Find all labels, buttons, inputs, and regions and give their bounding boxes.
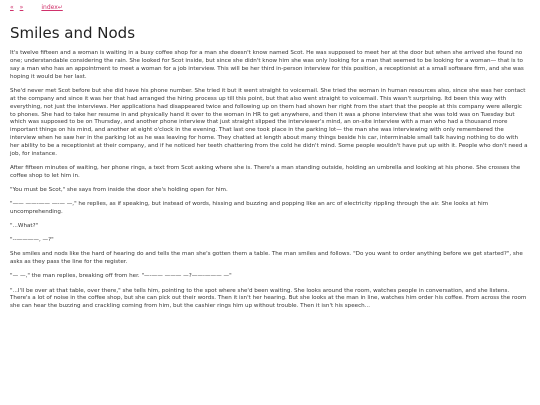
story-paragraph: "—— ——-—— —-— —," he replies, as if speaking, but instead of words, hissing and buzzing and popping like an arc of electricity rippling through the air. She looks at him uncomprehending. bbox=[10, 201, 489, 216]
story-paragraph: "— —," the man replies, breaking off from her. "—-—— ——— —?——-——— —" bbox=[10, 273, 232, 280]
prev-link[interactable]: « bbox=[10, 4, 14, 11]
story-paragraph: "--————, —?" bbox=[10, 237, 54, 244]
story-paragraph: It's twelve fifteen and a woman is waiting in a busy coffee shop for a man she doesn't know named Scot. He was supposed to meet her at the door but when she arrived she found no one; understandable considering the rain. She looked for Scot inside, but since she didn't know him she was only looking for a man that seemed to be looking for a woman— that is to say a man who has an appointment to meet a woman for a job interview. This will be her third in-person interview for this position, a receptionist at a small software firm, and she was hoping it would be her last. bbox=[10, 50, 524, 80]
index-link[interactable]: index↵ bbox=[41, 4, 63, 11]
top-navigation bbox=[10, 4, 63, 11]
story-paragraph: "...I'll be over at that table, over there," she tells him, pointing to the spot where she'd been waiting. She looks around the room, watches people in conversation, and she listens. There's a lot of noise in the coffee shop, but she can pick out their words. Then it isn't her hearing. But she looks at the man in line, watches him order his coffee. From across the room she can hear the buzzing and crackling coming from him, but the cashier rings him up without trouble. Then it isn't his speech... bbox=[10, 287, 527, 310]
story-paragraph: She smiles and nods like the hard of hearing do and tells the man she's gotten them a table. The man smiles and follows. "Do you want to order anything before we get started?", she asks as they pass the line for the register. bbox=[10, 251, 523, 266]
next-link[interactable]: » bbox=[19, 4, 24, 11]
story-paragraph: "...What?" bbox=[10, 223, 39, 230]
page-title: Smiles and Nods bbox=[10, 24, 136, 42]
story-body bbox=[10, 50, 528, 317]
story-paragraph: After fifteen minutes of waiting, her phone rings, a text from Scot asking where she is. There's a man standing outside, holding an umbrella and looking at his phone. She crosses the coffee shop to let him in. bbox=[10, 165, 521, 180]
story-paragraph: She'd never met Scot before but she did have his phone number. She tried it but it went straight to voicemail. She tried the woman in human resources also, since she was her contact at the company and since it was her that had arranged the hiring process up till this point, but that also went straight to voicemail. This wasn't surprising. Itd been this way with everything, not just the interviews. Her applications had disappeared twice and following up on them had shown her right from the start that the people at this company were allergic to phones. She had to take her resume in and physically hand it over to the woman in HR to get anywhere, and then it was a phone interview that she was told was on Tuesday but which was supposed to be on Thursday, and another phone interview that just straight slipped the interviewer's mind, an on-site interview with a man who had a thousand more important things on his mind, and another at eight o'clock in the evening. That last one took place in the parking lot— the man she was interviewing with only remembered the interview when he saw her in the parking lot as he was leaving for home. They chatted at length about many things beside his car, interminable small talk having nothing to do with her ability to be a receptionist at their company, and if he noticed her teeth chattering from the cold he didn't mind. Some people wouldn't have put up with it. People who don't need a job, for instance. bbox=[10, 87, 528, 158]
story-paragraph: "You must be Scot," she says from inside the door she's holding open for him. bbox=[10, 187, 228, 194]
